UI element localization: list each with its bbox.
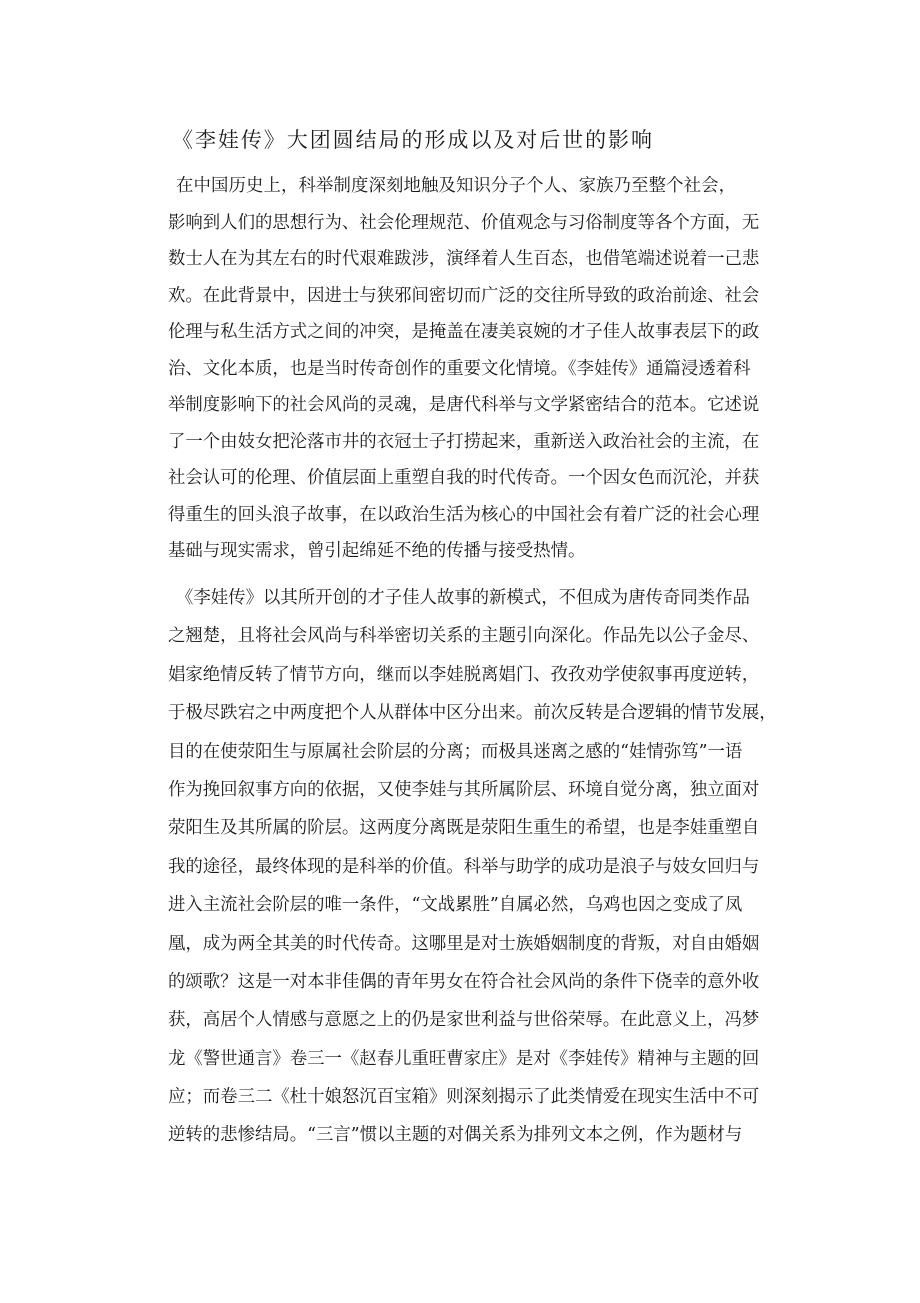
text-line: 伦理与私生活方式之间的冲突，是掩盖在凄美哀婉的才子佳人故事表层下的政: [168, 322, 760, 342]
text-line: 目的在使荥阳生与原属社会阶层的分离；而极具迷离之感的“娃情弥笃”一语: [168, 741, 743, 762]
text-line: 作为挽回叙事方向的依据，又使李娃与其所属阶层、环境自觉分离，独立面对: [168, 779, 760, 800]
text-line: 影响到人们的思想行为、社会伦理规范、价值观念与习俗制度等各个方面，无: [168, 212, 760, 233]
paragraph-1: [168, 168, 760, 570]
text-line: 了一个由妓女把沦落市井的衣冠士子打捞起来，重新送入政治社会的主流，在: [168, 431, 760, 452]
paragraph-2: [168, 579, 777, 1155]
text-line: 得重生的回头浪子故事，在以政治生活为核心的中国社会有着广泛的社会心理: [168, 504, 760, 525]
text-line: 治、文化本质，也是当时传奇创作的重要文化情境。《李娃传》通篇浸透着科: [168, 358, 751, 379]
text-line: 在中国历史上，科举制度深刻地触及知识分子个人、家族乃至整个社会，: [176, 176, 736, 196]
text-line: 获，高居个人情感与意愿之上的仍是家世利益与世俗荣辱。在此意义上，冯梦: [168, 1010, 760, 1031]
text-line: 荥阳生及其所属的阶层。这两度分离既是荥阳生重生的希望，也是李娃重塑自: [168, 818, 760, 839]
text-line: 《李娃传》以其所开创的才子佳人故事的新模式，不但成为唐传奇同类作品: [176, 588, 750, 608]
text-line: 社会认可的伦理、价值层面上重塑自我的时代传奇。一个因女色而沉沦，并获: [168, 468, 760, 488]
text-line: 的颂歌？这是一对本非佳偶的青年男女在符合社会风尚的条件下侥幸的意外收: [168, 971, 760, 992]
text-line: 欢。在此背景中，因进士与狭邪间密切而广泛的交往所导致的政治前途、社会: [168, 285, 760, 306]
text-line: 于极尽跌宕之中两度把个人从群体中区分出来。前次反转是合逻辑的情节发展，: [168, 703, 777, 724]
text-line: 逆转的悲惨结局。“三言”惯以主题的对偶关系为排列文本之例，作为题材与: [168, 1125, 743, 1146]
text-line: 举制度影响下的社会风尚的灵魂，是唐代科举与文学紧密结合的范本。它述说: [168, 395, 760, 415]
text-line: 娼家绝情反转了情节方向，继而以李娃脱离娼门、孜孜劝学使叙事再度逆转，: [168, 664, 760, 685]
text-line: 基础与现实需求，曾引起绵延不绝的传播与接受热情。: [168, 541, 586, 561]
text-line: 我的途径，最终体现的是科举的价值。科举与助学的成功是浪子与妓女回归与: [168, 856, 760, 877]
document-title: 《李娃传》大团圆结局的形成以及对后世的影响: [172, 128, 652, 152]
text-line: 之翘楚，且将社会风尚与科举密切关系的主题引向深化。作品先以公子金尽、: [168, 626, 760, 647]
text-line: 进入主流社会阶层的唯一条件，“文战累胜”自属必然，乌鸡也因之变成了凤: [168, 895, 743, 916]
text-line: 数士人在为其左右的时代艰难跋涉，演绎着人生百态，也借笔端述说着一己悲: [168, 249, 760, 269]
text-line: 龙《警世通言》卷三一《赵春儿重旺曹家庄》是对《李娃传》精神与主题的回: [168, 1048, 760, 1069]
text-line: 凰，成为两全其美的时代传奇。这哪里是对士族婚姻制度的背叛，对自由婚姻: [168, 933, 760, 954]
text-line: 应；而卷三二《杜十娘怒沉百宝箱》则深刻揭示了此类情爱在现实生活中不可: [168, 1087, 760, 1108]
